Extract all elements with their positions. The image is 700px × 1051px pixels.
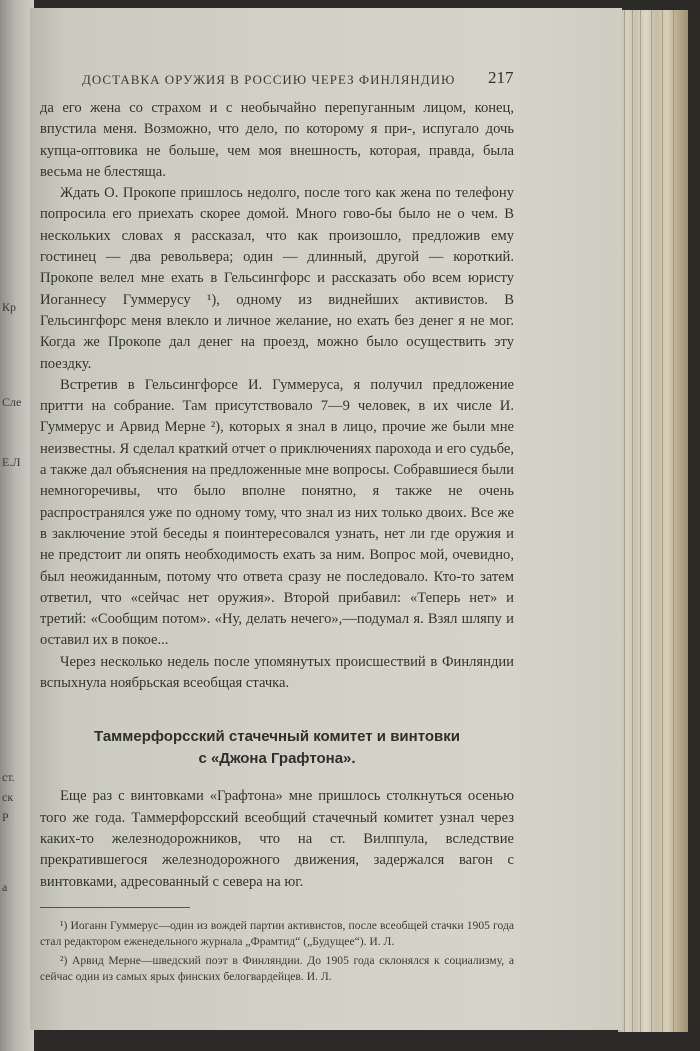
footnote: ¹) Иоганн Гуммерус—один из вождей партии активистов, после всеобщей стачки 1905 года стал редактором еженедельного журнала „Фрамтид“ („Будущее“). И. Л. — [40, 918, 514, 949]
footnote: ²) Арвид Мерне—шведский поэт в Финляндии. До 1905 года склонялся к социализму, а сейчас один из самых ярых финских белогвардейцев. И. Л. — [40, 953, 514, 984]
section-heading — [40, 726, 514, 770]
facing-page-fragment: Сле — [2, 395, 22, 409]
page-number: 217 — [488, 68, 514, 87]
paragraph: Через несколько недель после упомянутых происшествий в Финляндии вспыхнула ноябрьская всеобщая стачка. — [40, 653, 514, 692]
page-stack-edges — [618, 10, 688, 1032]
facing-page-fragment: ск — [2, 790, 14, 804]
footnote-rule — [40, 907, 190, 908]
facing-page-fragment: Е.Л — [2, 455, 21, 469]
paragraph: Встретив в Гельсингфорсе И. Гуммеруса, я получил предложение притти на собрание. Там присутствовало 7—9 человек, в их числе И. Гуммерус и Арвид Мерне ²), которых я знал в лицо, прочие же были мне неизвестны. Я сделал краткий отчет о приключениях парохода и его судьбе, а также дал объяснения на предложенные мне вопросы. Собравшиеся были немногоречивы, что было вполне понятно, я также не очень распространялся уже по одному тому, что знал из них только двоих. Все же в заключение этой беседы я поинтересовался узнать, нет ли где оружия и не предстоит ли опять необходимость ехать за ним. Вопрос мой, очевидно, был неожиданным, потому что ответа сразу не последовало. Кто-то затем ответил, что «сейчас нет оружия». Второй прибавил: «Теперь нет» и третий: «Сообщим потом». «Ну, делать нечего»,—подумал я. Взял шляпу и оставил их в покое... — [40, 376, 514, 649]
paragraph: да его жена со страхом и с необычайно перепуганным лицом, конец, впустила меня. Возможно, что дело, по которому я при-, испугало дочь купца-оптовика не больше, чем моя внешность, которая, правда, была весьма не блестяща. — [40, 100, 514, 180]
footnotes — [40, 918, 514, 986]
facing-page-fragment: ст. — [2, 770, 15, 784]
facing-page-fragment: Р — [2, 810, 9, 824]
paragraph: Еще раз с винтовками «Графтона» мне пришлось столкнуться осенью того же года. Таммерфорсский всеобщий стачечный комитет узнал через каких-то железнодорожников, что на ст. Вилппула, вследствие прекратившегося железнодорожного движения, задержался вагон с винтовками, адресованный с севера на юг. — [40, 788, 514, 890]
facing-page-edge — [0, 0, 34, 1051]
page-body — [40, 98, 514, 988]
paragraph: Ждать О. Прокопе пришлось недолго, после того как жена по телефону попросила его приехать скорее домой. Много гово-бы было не о чем. В нескольких словах я рассказал, что как произошло, предложив ему гостинец — два револьвера; один — длинный, другой — короткий. Прокопе велел мне ехать в Гельсингфорс и рассказать обо всем юристу Иоганнесу Гуммерусу ¹), одному из виднейших активистов. В Гельсингфорс меня влекло и личное желание, но ехать без денег я не мог. Когда же Прокопе дал денег на проезд, можно было осуществить эту поездку. — [40, 185, 514, 372]
section-heading-line: Таммерфорсский стачечный комитет и винтовки — [94, 728, 460, 746]
running-header: ДОСТАВКА ОРУЖИЯ В РОССИЮ ЧЕРЕЗ ФИНЛЯНДИЮ — [82, 72, 456, 87]
section-heading-line: с «Джона Графтона». — [198, 750, 356, 768]
book-page — [30, 8, 622, 1030]
facing-page-fragment: Кр — [2, 300, 17, 314]
facing-page-fragment: а — [2, 880, 8, 894]
